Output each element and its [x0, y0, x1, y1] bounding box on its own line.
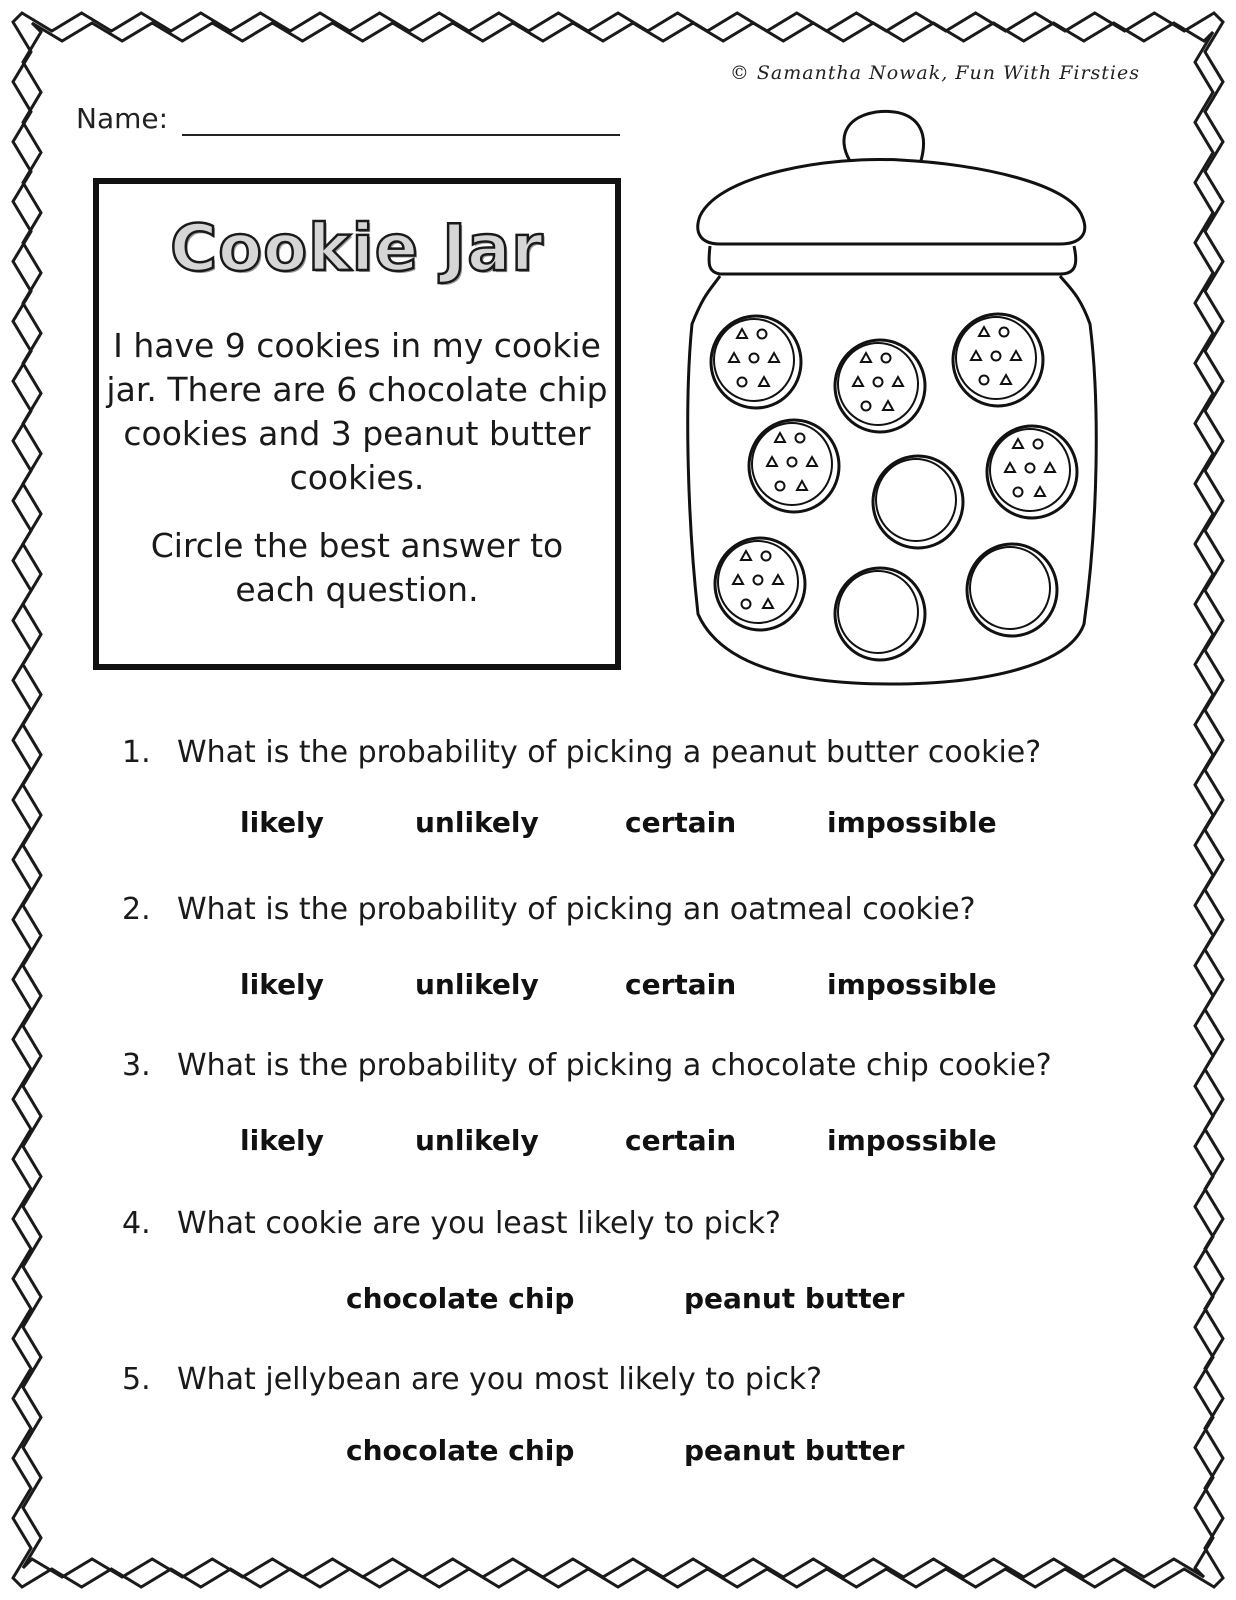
- question-number: 5.: [122, 1362, 151, 1397]
- question-number: 2.: [122, 892, 151, 927]
- answer-option-impossible[interactable]: impossible: [827, 806, 997, 839]
- chocolate-chip-cookie: [953, 314, 1043, 406]
- info-box: [93, 178, 621, 670]
- chocolate-chip-cookie: [987, 426, 1077, 518]
- answer-option-certain[interactable]: certain: [625, 968, 737, 1001]
- question-text: What is the probability of picking an oatmeal cookie?: [177, 892, 976, 927]
- answer-option-impossible[interactable]: impossible: [827, 968, 997, 1001]
- copyright-text: © Samantha Nowak, Fun With Firsties: [729, 62, 1140, 84]
- peanut-butter-cookie: [873, 456, 963, 548]
- chocolate-chip-cookie: [711, 316, 801, 408]
- chocolate-chip-cookie: [749, 420, 839, 512]
- answer-option-unlikely[interactable]: unlikely: [415, 968, 539, 1001]
- chocolate-chip-cookie: [835, 340, 925, 432]
- question-text: What is the probability of picking a chocolate chip cookie?: [177, 1048, 1052, 1083]
- question-number: 4.: [122, 1206, 151, 1241]
- answer-option-unlikely[interactable]: unlikely: [415, 1124, 539, 1157]
- question-text: What jellybean are you most likely to pick?: [177, 1362, 823, 1397]
- cookie-jar-illustration: [680, 104, 1100, 704]
- peanut-butter-cookie: [835, 568, 925, 660]
- answer-option-chocolate-chip[interactable]: chocolate chip: [346, 1282, 575, 1315]
- answer-option-certain[interactable]: certain: [625, 806, 737, 839]
- answer-option-peanut-butter[interactable]: peanut butter: [684, 1282, 905, 1315]
- question-text: What is the probability of picking a peanut butter cookie?: [177, 735, 1042, 770]
- answer-option-impossible[interactable]: impossible: [827, 1124, 997, 1157]
- jar-lid: [698, 159, 1085, 274]
- question-number: 1.: [122, 735, 151, 770]
- box-story-text: I have 9 cookies in my cookie jar. There are 6 chocolate chip cookies and 3 peanut butter cookies.: [106, 326, 608, 497]
- jar-knob: [844, 111, 924, 164]
- answer-option-chocolate-chip[interactable]: chocolate chip: [346, 1434, 575, 1467]
- name-line[interactable]: [182, 134, 620, 136]
- answer-option-likely[interactable]: likely: [240, 968, 324, 1001]
- box-instruction: Circle the best answer to each question.: [150, 526, 564, 609]
- answer-option-peanut-butter[interactable]: peanut butter: [684, 1434, 905, 1467]
- answer-option-certain[interactable]: certain: [625, 1124, 737, 1157]
- question-text: What cookie are you least likely to pick?: [177, 1206, 781, 1241]
- answer-option-likely[interactable]: likely: [240, 806, 324, 839]
- name-label: Name:: [76, 102, 169, 135]
- chocolate-chip-cookie: [715, 538, 805, 630]
- jar-cookies: [711, 314, 1077, 660]
- answer-option-likely[interactable]: likely: [240, 1124, 324, 1157]
- answer-option-unlikely[interactable]: unlikely: [415, 806, 539, 839]
- peanut-butter-cookie: [967, 544, 1057, 636]
- question-number: 3.: [122, 1048, 151, 1083]
- box-title: Cookie Jar: [170, 212, 544, 286]
